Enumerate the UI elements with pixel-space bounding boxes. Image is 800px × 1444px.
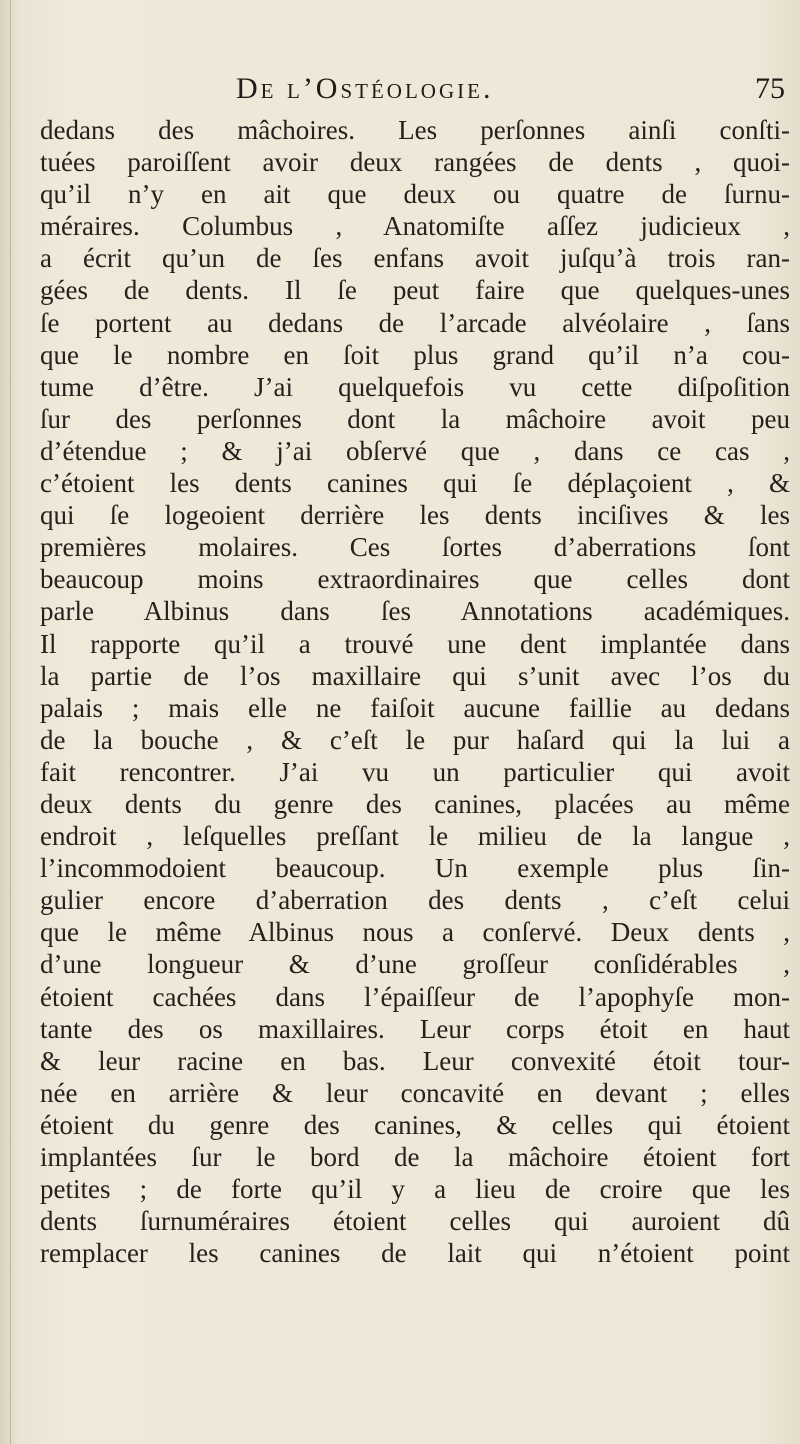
text-line: ſe portent au dedans de l’arcade alvéolaire , ſans <box>40 307 790 338</box>
text-line: endroit , leſquelles preſſant le milieu de la langue , <box>40 821 790 852</box>
text-line: méraires. Columbus , Anatomiſte aſſez judicieux , <box>40 211 790 242</box>
text-line: ſur des perſonnes dont la mâchoire avoit peu <box>40 403 790 434</box>
text-line: que le nombre en ſoit plus grand qu’il n’a cou- <box>40 339 790 370</box>
text-line: palais ; mais elle ne faiſoit aucune faillie au dedans <box>40 692 790 723</box>
text-line: qu’il n’y en ait que deux ou quatre de ſurnu- <box>40 179 790 210</box>
text-line: remplacer les canines de lait qui n’étoient point <box>40 1238 790 1269</box>
text-line: la partie de l’os maxillaire qui s’unit avec l’os du <box>40 660 790 691</box>
text-line: c’étoient les dents canines qui ſe déplaçoient , & <box>40 468 790 499</box>
text-line: étoient cachées dans l’épaiſſeur de l’apophyſe mon- <box>40 981 790 1012</box>
text-line: petites ; de forte qu’il y a lieu de croire que les <box>40 1174 790 1205</box>
text-line: que le même Albinus nous a conſervé. Deux dents , <box>40 917 790 948</box>
text-line: étoient du genre des canines, & celles qui étoient <box>40 1109 790 1140</box>
text-line: gées de dents. Il ſe peut faire que quelques-unes <box>40 275 790 306</box>
text-line: dedans des mâchoires. Les perſonnes ainſi conſti- <box>40 115 790 145</box>
body-text <box>40 114 790 1269</box>
text-line: implantées ſur le bord de la mâchoire étoient fort <box>40 1142 790 1172</box>
page-number: 75 <box>755 72 785 105</box>
page-gutter-edge <box>10 0 11 1444</box>
text-line: dents ſurnuméraires étoient celles qui auroient dû <box>40 1206 790 1237</box>
text-line: beaucoup moins extraordinaires que celles dont <box>40 564 790 595</box>
text-line: parle Albinus dans ſes Annotations académiques. <box>40 596 790 627</box>
text-line: deux dents du genre des canines, placées au même <box>40 788 790 819</box>
running-title: De l’Ostéologie. <box>236 72 494 105</box>
text-line: Il rapporte qu’il a trouvé une dent implantée dans <box>40 628 790 659</box>
text-line: gulier encore d’aberration des dents , c’eſt celui <box>40 885 790 916</box>
text-line: qui ſe logeoient derrière les dents inciſives & les <box>40 500 790 531</box>
text-line: d’étendue ; & j’ai obſervé que , dans ce cas , <box>40 435 790 466</box>
text-line: tuées paroiſſent avoir deux rangées de dents , quoi- <box>40 147 790 178</box>
text-line: & leur racine en bas. Leur convexité étoit tour- <box>40 1045 790 1076</box>
text-line: tante des os maxillaires. Leur corps étoit en haut <box>40 1013 790 1044</box>
text-line: l’incommodoient beaucoup. Un exemple plus ſin- <box>40 853 790 884</box>
text-line: a écrit qu’un de ſes enfans avoit juſqu’à trois ran- <box>40 243 790 274</box>
page-header <box>40 72 785 112</box>
text-line: tume d’être. J’ai quelquefois vu cette diſpoſition <box>40 371 790 402</box>
text-line: d’une longueur & d’une groſſeur conſidérables , <box>40 949 790 980</box>
text-line: fait rencontrer. J’ai vu un particulier qui avoit <box>40 756 790 787</box>
text-line: de la bouche , & c’eſt le pur haſard qui la lui a <box>40 724 790 755</box>
text-line: née en arrière & leur concavité en devant ; elles <box>40 1077 790 1108</box>
text-line: premières molaires. Ces ſortes d’aberrations ſont <box>40 532 790 563</box>
